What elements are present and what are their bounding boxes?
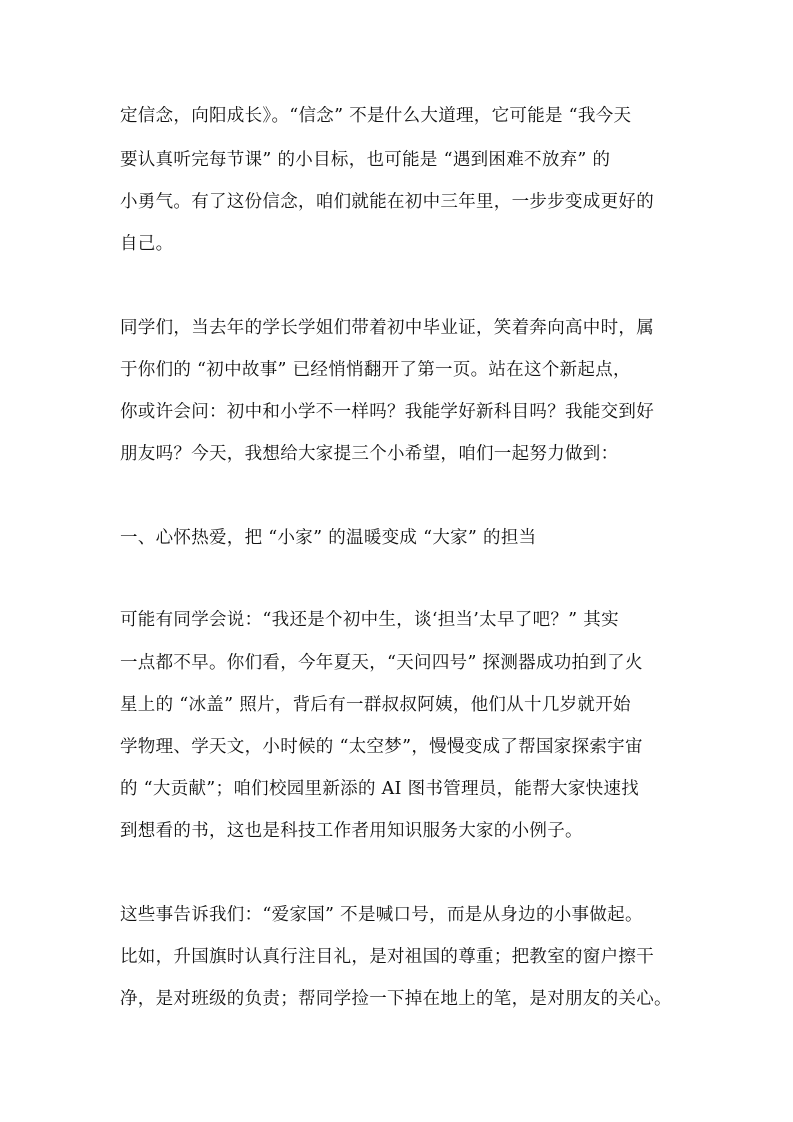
paragraph-3-line-6: 到想看的书，这也是科技工作者用知识服务大家的小例子。 <box>120 821 583 841</box>
paragraph-2-line-1: 同学们，当去年的学长学姐们带着初中毕业证，笑着奔向高中时，属 <box>120 318 654 338</box>
paragraph-2-line-2: 于你们的 “初中故事” 已经悄悄翻开了第一页。站在这个新起点， <box>120 360 631 380</box>
paragraph-4-line-2: 比如，升国旗时认真行注目礼，是对祖国的尊重；把教室的窗户擦干 <box>120 947 654 967</box>
paragraph-3-line-4: 学物理、学天文，小时候的 “太空梦”，慢慢变成了帮国家探索宇宙 <box>120 737 643 757</box>
paragraph-4-line-3: 净，是对班级的负责；帮同学捡一下掉在地上的笔，是对朋友的关心。 <box>120 989 672 1009</box>
paragraph-2-line-4: 朋友吗？今天，我想给大家提三个小希望，咱们一起努力做到： <box>120 444 619 464</box>
paragraph-3-line-3: 星上的 “冰盖” 照片，背后有一群叔叔阿姨，他们从十几岁就开始 <box>120 695 631 715</box>
paragraph-3-line-5: 的 “大贡献”；咱们校园里新添的 AI 图书管理员，能帮大家快速找 <box>120 779 640 799</box>
paragraph-2-line-3: 你或许会问：初中和小学不一样吗？我能学好新科目吗？我能交到好 <box>120 402 654 422</box>
paragraph-3-line-2: 一点都不早。你们看，今年夏天，“天问四号” 探测器成功拍到了火 <box>120 653 643 673</box>
paragraph-1-line-2: 要认真听完每节课” 的小目标，也可能是 “遇到困难不放弃” 的 <box>120 150 611 170</box>
paragraph-1-line-3: 小勇气。有了这份信念，咱们就能在初中三年里，一步步变成更好的 <box>120 192 654 212</box>
paragraph-3-line-1: 可能有同学会说：“我还是个初中生，谈‘担当’太早了吧？” 其实 <box>120 610 619 630</box>
paragraph-4-line-1: 这些事告诉我们：“爱家国” 不是喊口号，而是从身边的小事做起。 <box>120 905 643 925</box>
paragraph-1-line-1: 定信念，向阳成长》。“信念” 不是什么大道理，它可能是 “我今天 <box>120 106 632 126</box>
section-heading: 一、心怀热爱，把 “小家” 的温暖变成 “大家” 的担当 <box>120 528 537 548</box>
paragraph-1-line-4: 自己。 <box>120 234 174 254</box>
